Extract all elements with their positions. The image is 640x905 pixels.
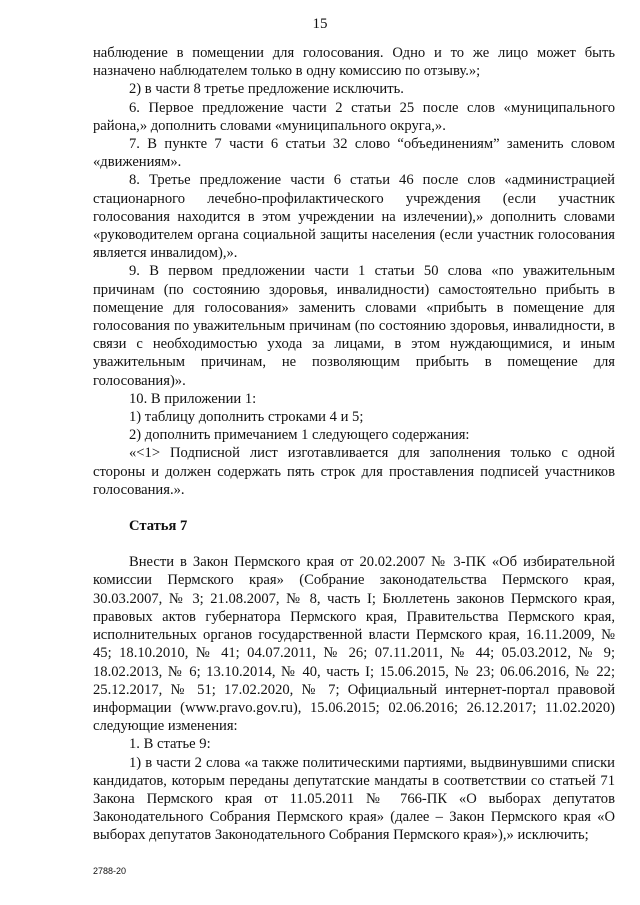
document-body <box>93 44 615 845</box>
paragraph: 9. В первом предложении части 1 статьи 50 слова «по уважительным причинам (по состоянию здоровья, инвалидности) самостоятельно прибыть в помещение для голосования» заменить словами «прибыть в помещение для голосования по уважительным причинам (по состоянию здоровья, инвалидности, в связи с необходимостью ухода за лицами, в этом нуждающимися, и иным уважительным причинам, не позволяющим прибыть в помещение для голосования)». <box>93 263 615 389</box>
paragraph: 2) дополнить примечанием 1 следующего содержания: <box>129 427 470 444</box>
paragraph: Внести в Закон Пермского края от 20.02.2007 № 3-ПК «Об избирательной комиссии Пермского края» (Собрание законодательства Пермского края, 30.03.2007, № 3; 21.08.2007, № 8, часть I; Бюллетень законов Пермского края, правовых актов губернатора Пермского края, Правительства Пермского края, исполнительных органов государственной власти Пермского края, 16.11.2009, № 45; 18.10.2010, № 41; 04.07.2011, № 26; 07.11.2011, № 44; 05.03.2012, № 9; 18.02.2013, № 6; 13.10.2014, № 40, часть I; 15.06.2015, № 23; 06.06.2016, № 22; 25.12.2017, № 51; 17.02.2020, № 7; Официальный интернет-портал правовой информации (www.pravo.gov.ru), 15.06.2015; 02.06.2016; 26.12.2017; 11.02.2020) следующие изменения: <box>93 554 615 735</box>
paragraph: 8. Третье предложение части 6 статьи 46 после слов «администрацией стационарного лечебно-профилактического учреждения (если участник голосования находится в этом учреждении на излечении),» дополнить словами «руководителем органа социальной защиты населения (если участник голосования является инвалидом),». <box>93 172 615 262</box>
paragraph: наблюдение в помещении для голосования. Одно и то же лицо может быть назначено наблюдателем только в одну комиссию по отзыву.»; <box>93 45 615 80</box>
paragraph: 2) в части 8 третье предложение исключить. <box>129 81 404 98</box>
page-number: 15 <box>312 16 328 32</box>
paragraph: 6. Первое предложение части 2 статьи 25 после слов «муниципального района,» дополнить словами «муниципального округа,». <box>93 99 615 134</box>
paragraph: 10. В приложении 1: <box>129 390 257 407</box>
paragraph: 1. В статье 9: <box>129 736 211 753</box>
paragraph: 1) таблицу дополнить строками 4 и 5; <box>129 409 364 426</box>
article-heading: Статья 7 <box>129 518 188 535</box>
document-code: 2788-20 <box>93 866 127 876</box>
paragraph: 1) в части 2 слова «а также политическими партиями, выдвинувшими списки кандидатов, которым переданы депутатские мандаты в соответствии со статьей 71 Закона Пермского края от 11.05.2011 № 766-ПК «О выборах депутатов Законодательного Собрания Пермского края» (далее – Закон Пермского края «О выборах депутатов Законодательного Собрания Пермского края»),» исключить; <box>93 754 615 844</box>
paragraph: 7. В пункте 7 части 6 статьи 32 слово “объединениям” заменить словом «движениям». <box>93 136 615 171</box>
paragraph: «<1> Подписной лист изготавливается для заполнения только с одной стороны и должен содержать пять строк для проставления подписей участников голосования.». <box>93 445 615 498</box>
